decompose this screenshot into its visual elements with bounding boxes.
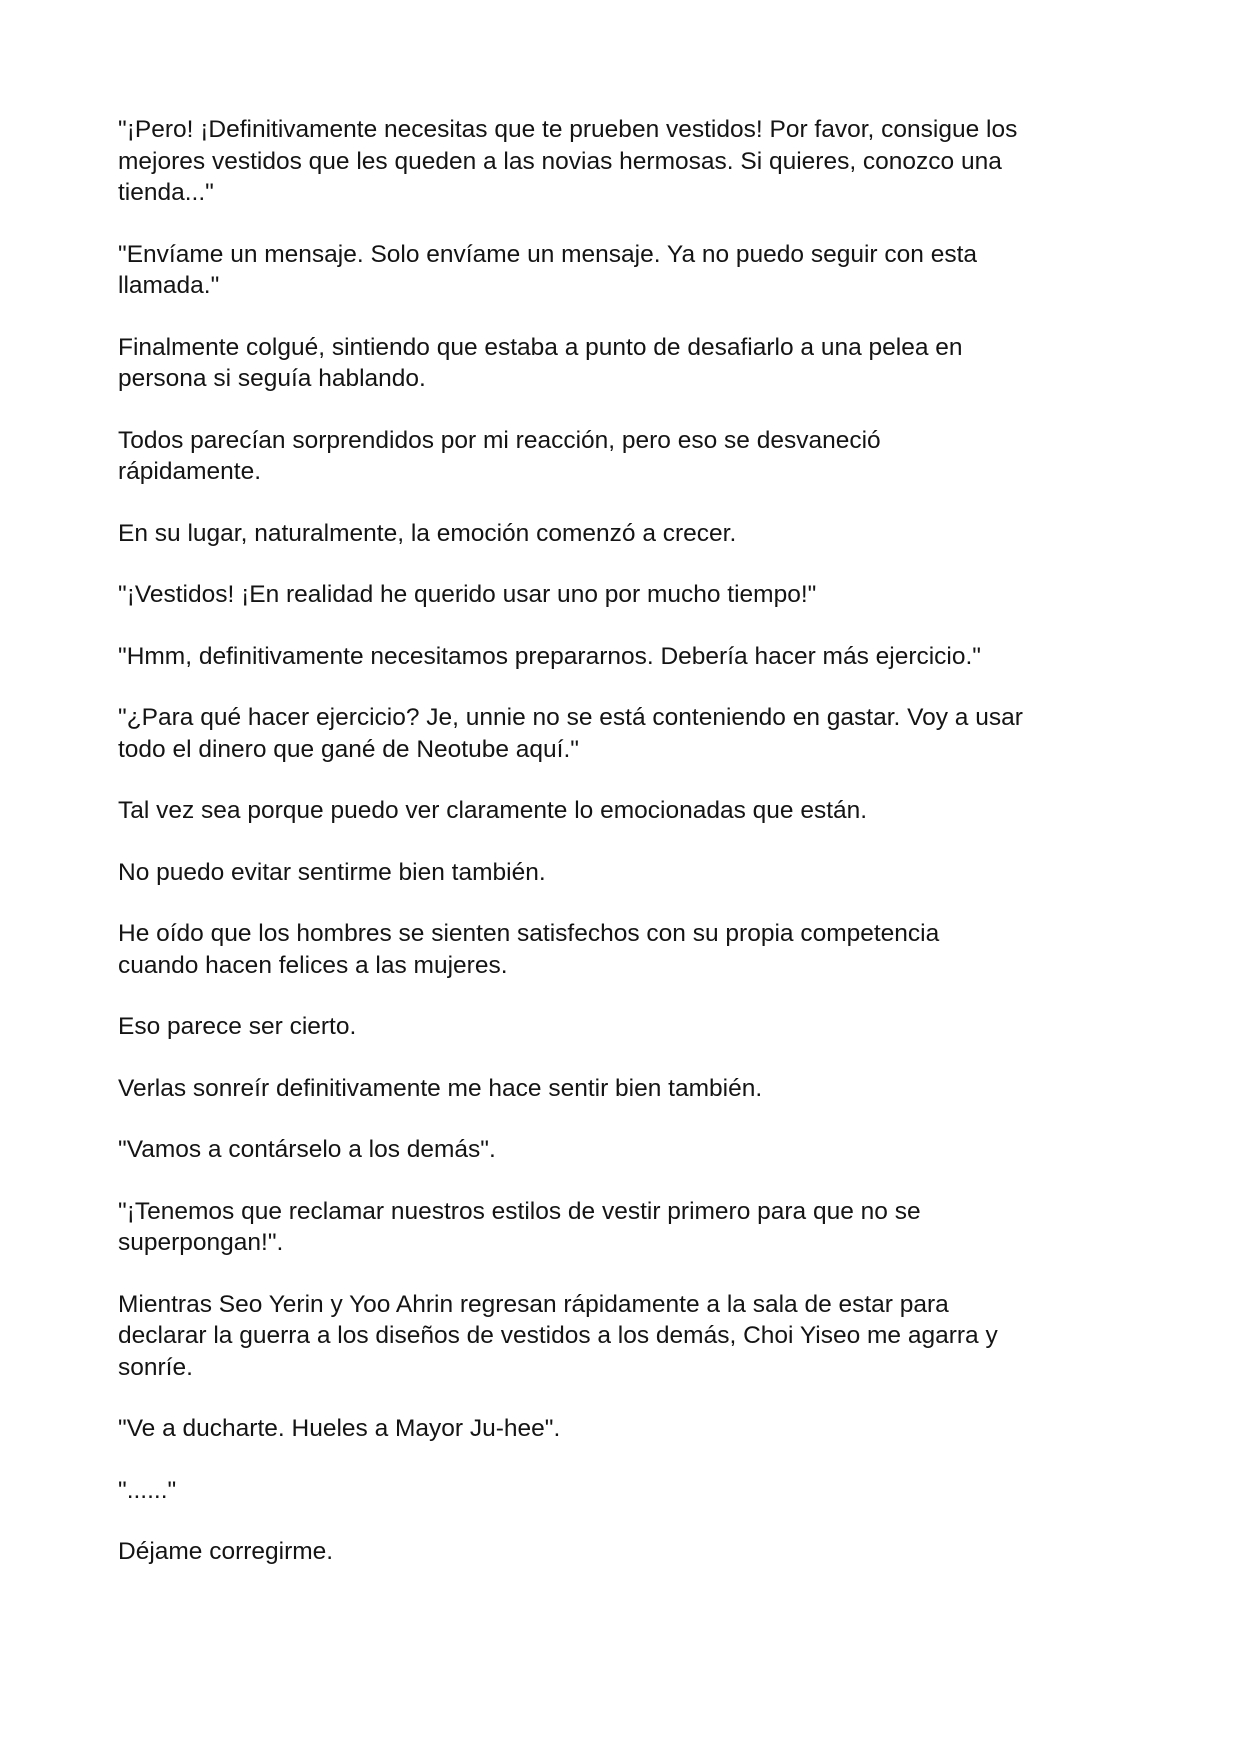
paragraph: "Hmm, definitivamente necesitamos prepararnos. Debería hacer más ejercicio." <box>118 642 982 670</box>
paragraph: Eso parece ser cierto. <box>118 1013 357 1040</box>
document-page <box>118 114 1128 1598</box>
paragraph: "Ve a ducharte. Hueles a Mayor Ju-hee". <box>118 1415 561 1442</box>
paragraph: Finalmente colgué, sintiendo que estaba a punto de desafiarlo a una pelea en persona si seguía hablando. <box>118 333 963 392</box>
paragraph: He oído que los hombres se sienten satisfechos con su propia competencia cuando hacen felices a las mujeres. <box>118 920 940 979</box>
paragraph: Todos parecían sorprendidos por mi reacción, pero eso se desvaneció rápidamente. <box>118 426 881 485</box>
paragraph: "Envíame un mensaje. Solo envíame un mensaje. Ya no puedo seguir con esta llamada." <box>118 240 978 299</box>
paragraph: Déjame corregirme. <box>118 1538 334 1565</box>
paragraph: "¡Tenemos que reclamar nuestros estilos de vestir primero para que no se superpongan!". <box>118 1197 921 1256</box>
paragraph: Mientras Seo Yerin y Yoo Ahrin regresan rápidamente a la sala de estar para declarar la guerra a los diseños de vestidos a los demás, Choi Yiseo me agarra y sonríe. <box>118 1290 998 1381</box>
paragraph: "......" <box>118 1476 177 1504</box>
paragraph: "¡Vestidos! ¡En realidad he querido usar uno por mucho tiempo!" <box>118 581 817 608</box>
paragraph: "¡Pero! ¡Definitivamente necesitas que te prueben vestidos! Por favor, consigue los mejores vestidos que les queden a las novias hermosas. Si quieres, conozco una tienda..." <box>118 116 1018 206</box>
paragraph: En su lugar, naturalmente, la emoción comenzó a crecer. <box>118 519 737 547</box>
paragraph: No puedo evitar sentirme bien también. <box>118 858 546 886</box>
paragraph: "Vamos a contárselo a los demás". <box>118 1136 496 1163</box>
paragraph: Tal vez sea porque puedo ver claramente lo emocionadas que están. <box>118 797 868 824</box>
paragraph: "¿Para qué hacer ejercicio? Je, unnie no se está conteniendo en gastar. Voy a usar todo el dinero que gané de Neotube aquí." <box>118 704 1023 763</box>
paragraph: Verlas sonreír definitivamente me hace sentir bien también. <box>118 1074 763 1102</box>
